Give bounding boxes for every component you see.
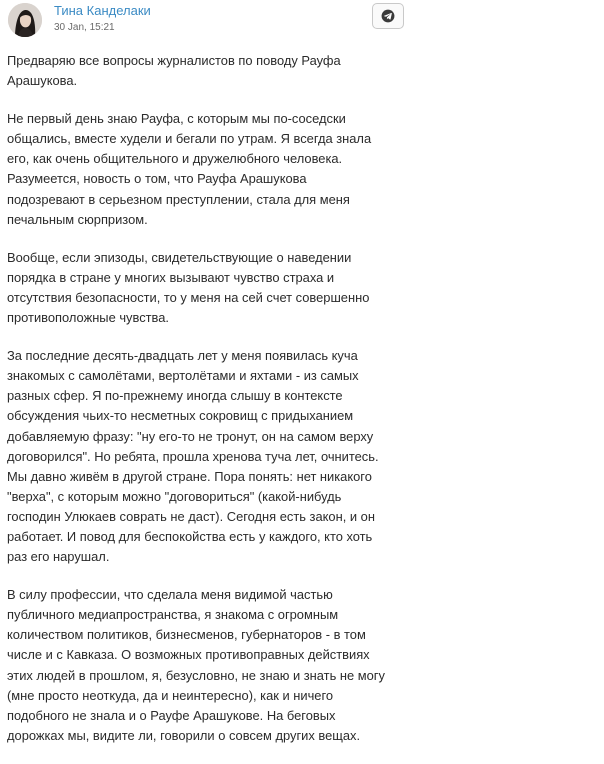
post-header [0, 0, 604, 44]
post-paragraph: Вообще, если эпизоды, свидетельствующие о наведении порядка в стране у многих вызывают чувство страха и отсутствия безопасности, то у меня на сей счет совершенно противоположные чувства. [7, 249, 370, 326]
post-paragraph: Предваряю все вопросы журналистов по поводу Рауфа Арашукова. [7, 53, 341, 89]
avatar-photo [8, 3, 42, 37]
post-paragraph: Не первый день знаю Рауфа, с которым мы по-соседски общались, вместе худели и бегали по утрам. Я всегда знала его, как очень общительного и дружелюбного человека. Разумеется, новость о том, что Рауфа Арашукова подозревают в серьезном преступлении, стала для меня печальным сюрпризом. [7, 111, 372, 227]
author-avatar[interactable] [8, 3, 42, 37]
post-text [7, 51, 402, 764]
post-paragraph: В силу профессии, что сделала меня видимой частью публичного медиапространства, я знакома с огромным количеством политиков, бизнесменов, губернаторов - в том числе и с Кавказа. О возможных противоправных действиях этих людей в прошлом, я, безусловно, не знаю и знать не могу (мне просто неоткуда, да и неинтересно), как и ничего подобного не знала и о Рауфе Арашукове. На беговых дорожках мы, видите ли, говорили о совсем других вещах. [7, 587, 385, 743]
post-paragraph: За последние десять-двадцать лет у меня появилась куча знакомых с самолётами, вертолётами и яхтами - из самых разных сфер. Я по-прежнему иногда слышу в контексте обсуждения чьих-то несметных сокровищ с придыханием добавляемую фразу: "ну его-то не тронут, он на самом верху договорился". Но ребята, прошла хренова туча лет, очнитесь. Мы давно живём в другой стране. Пора понять: нет никакого "верха", с которым можно "договориться" (какой-нибудь господин Улюкаев соврать не даст). Сегодня есть закон, и он работает. И повод для беспокойства есть у каждого, кто хоть раз его нарушал. [7, 348, 379, 565]
post-timestamp: 30 Jan, 15:21 [54, 22, 115, 33]
author-name-link[interactable]: Тина Канделаки [54, 3, 151, 18]
telegram-icon [381, 9, 395, 23]
telegram-share-button[interactable] [372, 3, 404, 29]
